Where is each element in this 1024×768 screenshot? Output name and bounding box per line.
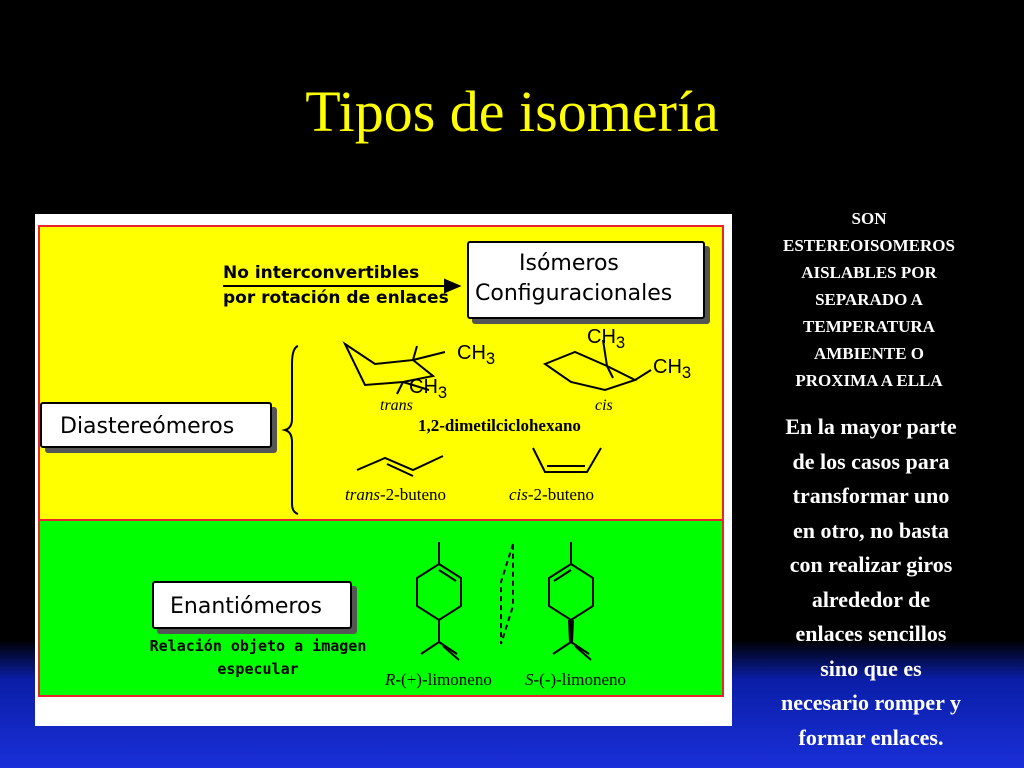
trans-prefix: trans [345, 485, 380, 504]
r-limoneno-label [385, 670, 492, 690]
ch3-subscript: 3 [681, 363, 692, 382]
ch3-subscript: 3 [485, 349, 496, 368]
enantiomeros-box: Enantiómeros [152, 581, 352, 629]
stereoisomer-note [740, 205, 998, 394]
note1-line: SON [851, 209, 887, 228]
r-limonene [417, 542, 461, 660]
cis-prefix: cis [509, 485, 528, 504]
mirror-plane [501, 544, 513, 644]
note2-line: sino que es [820, 655, 922, 681]
cis-2-buteno-label [509, 485, 594, 505]
relacion-line2: especular [217, 660, 299, 678]
isomer-diagram [35, 214, 732, 726]
trans-suffix: -2-buteno [379, 485, 447, 504]
note1-line: TEMPERATURA [803, 317, 935, 336]
note2-line: con realizar giros [789, 552, 953, 577]
cis-label: cis [595, 397, 613, 414]
isomeros-configuracionales-box [467, 241, 705, 319]
note1-line: ESTEREOISOMEROS [783, 236, 955, 255]
r-suffix: -(+)-limoneno [395, 670, 492, 689]
trans-butene [357, 456, 443, 470]
relacion-line1: Relación objeto a imagen [149, 637, 367, 655]
no-interconvertibles-label [223, 261, 453, 311]
no-interconvertibles-line2: por rotación de enlaces [223, 288, 449, 308]
transformation-note [740, 410, 1002, 755]
note2-line: en otro, no basta [792, 517, 950, 543]
s-limoneno-label [525, 670, 626, 690]
brace [285, 346, 298, 514]
no-interconvertibles-line1: No interconvertibles [223, 263, 420, 283]
note2-line: En la mayor parte [785, 414, 957, 439]
ch3-subscript: 3 [615, 333, 626, 352]
isomeros-line1: Isómeros [519, 251, 619, 276]
note1-line: AISLABLES POR [801, 263, 937, 282]
ch3-trans-lower: $CH_3$ [409, 376, 448, 402]
cis-cyclohexane [545, 352, 635, 390]
note2-line: de los casos para [792, 448, 950, 474]
note2-line: necesario romper y [780, 690, 962, 715]
ch3-cis-right: $CH_3$ [653, 356, 692, 382]
cis-butene [533, 448, 601, 472]
s-prefix: S [525, 670, 534, 689]
note1-line: AMBIENTE O [813, 344, 925, 363]
trans-label: trans [380, 397, 413, 414]
ch3-cis-upper: $CH_3$ [587, 326, 626, 352]
ch3-subscript: 3 [437, 383, 448, 402]
r-prefix: R [385, 670, 396, 689]
s-limonene [549, 542, 593, 660]
note2-line: enlaces sencillos [795, 621, 947, 646]
note2-line: transformar uno [792, 483, 950, 508]
slide-title: Tipos de isomería [305, 79, 719, 144]
relacion-label [113, 635, 403, 681]
diastereomeros-box: Diastereómeros [40, 402, 272, 448]
trans-2-buteno-label [345, 485, 446, 505]
cis-suffix: -2-buteno [527, 485, 594, 504]
cyclohexane-name: 1,2-dimetilciclohexano [418, 416, 581, 435]
note1-line: SEPARADO A [815, 290, 923, 309]
note2-line: formar enlaces. [798, 724, 944, 750]
ch3-trans-upper: $CH_3$ [457, 342, 496, 368]
note2-line: alrededor de [811, 586, 931, 612]
isomeros-line2: Configuracionales [475, 281, 673, 306]
note1-line: PROXIMA A ELLA [795, 371, 943, 390]
s-suffix: -(-)-limoneno [533, 670, 627, 689]
